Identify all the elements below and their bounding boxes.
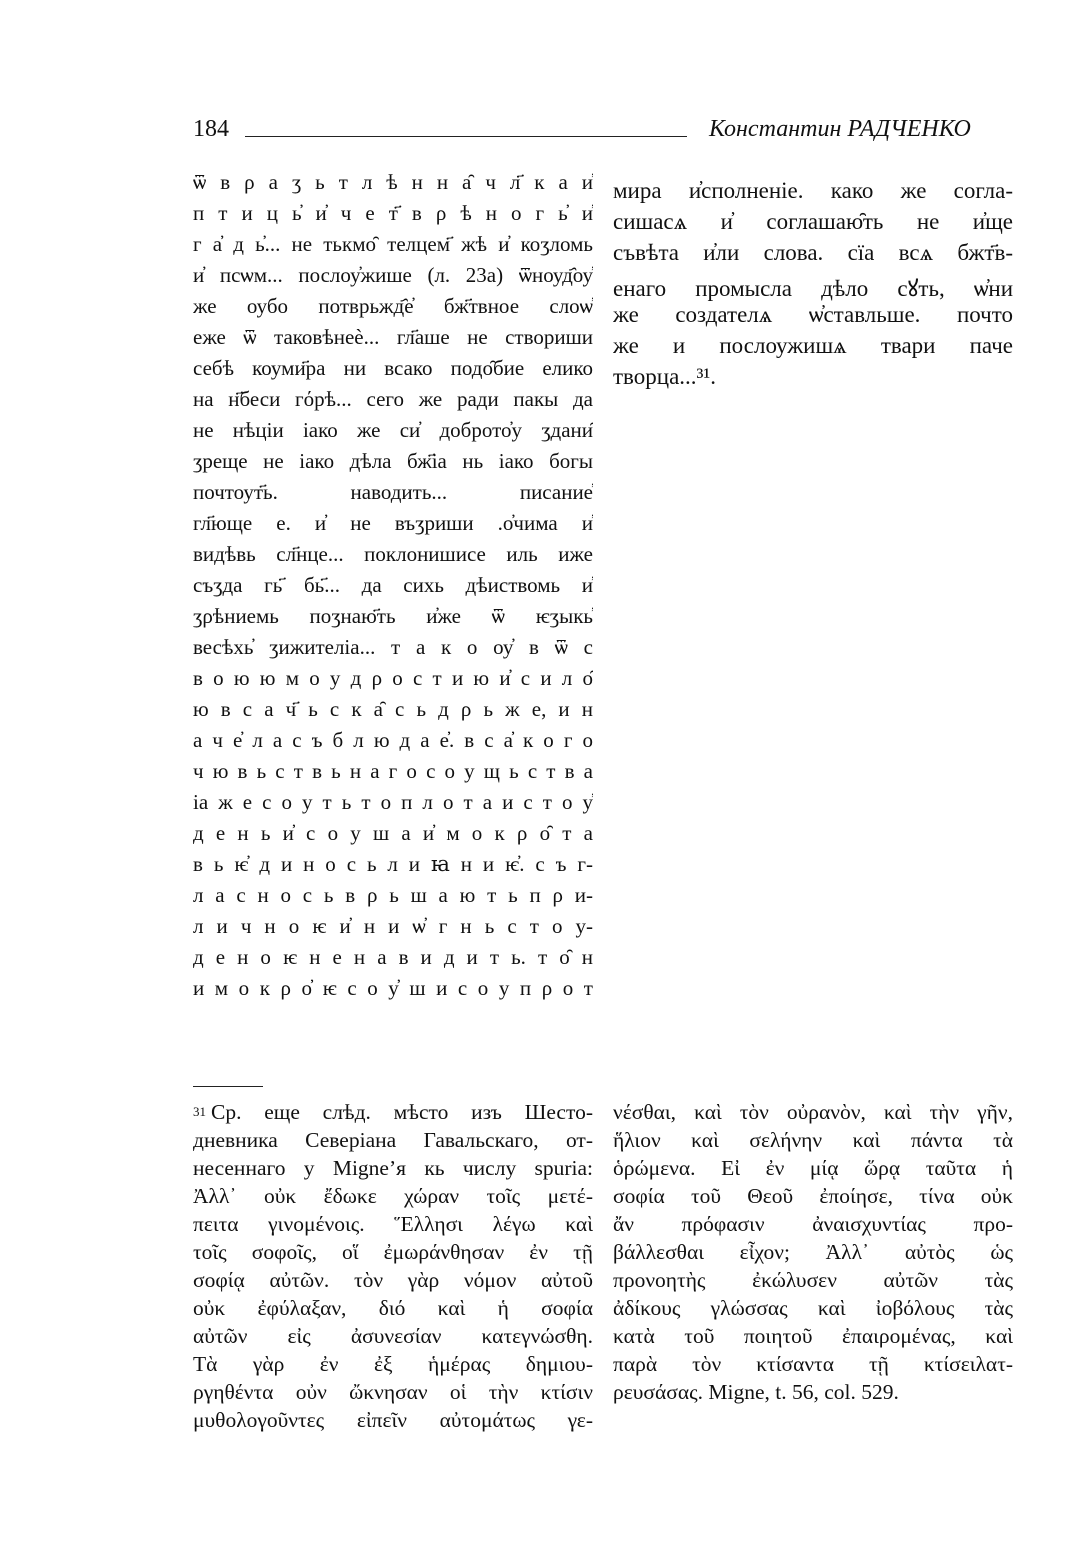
text-line: же оубо потврьжд҄е҆ бж҃твное слоѡ҆	[193, 294, 593, 318]
text-line: весѣхь҆ ʒижителіа... т а к о оу҆ в ѿ с	[193, 635, 593, 659]
text-line: и҆ псѡм... послоу҆жише (л. 23а) ѿноуд҄оу҆	[193, 263, 593, 287]
text-line: енаго промысла дѣло сꙋть, ѡ҆ни	[613, 276, 1013, 301]
text-line: же создателѧ ѡ҆ставльше. почто	[613, 302, 1013, 327]
footnote-line: πειτα γινομένοις. Ἕλλησι λέγω καὶ	[193, 1212, 593, 1236]
text-line: гл҃юще е. и҆ не въʒриши .о҆чима и҆	[193, 511, 593, 535]
footnote-line: ἀδίκους γλώσσας καὶ ἰοβόλους τὰς	[613, 1296, 1013, 1320]
text-line: ю в с а ч҃ ь с к а̑ с ь д ρ ь ж е, и н	[193, 697, 593, 721]
page-number: 184	[193, 116, 229, 142]
text-line: ʒρѣниемь поʒнаю҃ть и҆же ѿ ѥʒыкь҆	[193, 604, 593, 628]
text-line: л и ч н о ѥ и҆ н и ѡ҆ г н ь с т о у-	[193, 914, 593, 938]
footnote-line: ρευσάσας. Migne, t. 56, col. 529.	[613, 1380, 899, 1404]
footnote-line: τοῖς σοφοῖς, οἵ ἐμωράνθησαν ἐν τῇ	[193, 1240, 593, 1264]
text-line: г а҆ д ь҆... не тькмо̑ телцем҃ жѣ и҆ коʒломь	[193, 232, 593, 256]
text-line: сишасѧ и҆ соглашаю̑ть не и҆ще	[613, 209, 1013, 234]
text-line: ʒреще не іако дѣла бж҃іа нь іако богы	[193, 449, 593, 473]
text-line: іа ж е с о у т ь т о п л о т а и с т о у҆	[193, 790, 593, 814]
text-line: мира и҆сполненіе. како же согла-	[613, 178, 1013, 203]
text-line: ч ю в ь с т в ь н а г о с о у щ ь с т в а	[193, 759, 593, 783]
footnote-line: σοφίᾳ αὐτῶν. τὸν γὰρ νόμον αὐτοῦ	[193, 1268, 593, 1292]
text-line: не нѣціи іако же си҆ доброто҆у ʒдани̑	[193, 418, 593, 442]
footnote-line: σοφία τοῦ Θεοῦ ἐποίησε, τίνα οὐκ	[613, 1184, 1013, 1208]
footnote-line: Ἀλλ᾽ οὐκ ἔδωκε χώραν τοῖς μετέ-	[193, 1184, 593, 1208]
text-line: на н҃беси гόрѣ... сего же ради пакы да	[193, 387, 593, 411]
text-line: д е н о ѥ н е н а в и д и т ь. т о̑ н	[193, 945, 593, 969]
text-line: а ч е҆ л а с ъ б л ю д а е҆. в с а҆ к о г о	[193, 728, 593, 752]
footnote-line: Ср. еще слѣд. мѣсто изъ Шесто-	[211, 1100, 593, 1124]
footnote-line: προνοητὴς ἐκώλυσεν αὐτῶν τὰς	[613, 1268, 1013, 1292]
footnote-line: βάλλεσθαι εἶχον; Ἀλλ᾽ αὐτὸς ὡς	[613, 1240, 1013, 1264]
text-line: видѣвь сл҃нце... поклонишисе иль иже	[193, 542, 593, 566]
text-line: же и послоужишѧ твари паче	[613, 333, 1013, 358]
text-line: д е н ь и҆ с о у ш а и҆ м о к ρ о̑ т а	[193, 821, 593, 845]
text-line: съʒда гь҃ бь҃... да сихь дѣиствомь и҆	[193, 573, 593, 597]
footnote-line: νέσθαι, καὶ τὸν οὐρανὸν, καὶ τὴν γῆν,	[613, 1100, 1013, 1124]
running-header	[193, 116, 1013, 156]
running-author: Константин РАДЧЕНКО	[709, 116, 971, 142]
text-line: почтоут҃ь. наводить... писание҆	[193, 480, 593, 504]
footnote-rule	[193, 1086, 263, 1087]
text-line: в о ю ю м о у д ρ о с т и ю и҆ с и л о̑	[193, 666, 593, 690]
header-rule	[245, 136, 687, 137]
footnote-line: μυθολογοῦντες εἰπεῖν αὐτομάτως γε-	[193, 1408, 593, 1432]
footnote-marker: 31	[193, 1104, 206, 1119]
text-line: творца...³¹.	[613, 364, 717, 389]
footnote-line: ἄν πρόφασιν ἀναισχυντίας προ-	[613, 1212, 1013, 1236]
text-line: еже ѿ таковѣнеѐ... гл҃аше не створиши	[193, 325, 593, 349]
text-line: себѣ коуми҃ра ни всако подо̑бие елико	[193, 356, 593, 380]
footnote-line: κατὰ τοῦ ποιητοῦ ἐπαιρομένας, καὶ	[613, 1324, 1013, 1348]
footnote-line: οὐκ ἐφύλαξαν, διό καὶ ἡ σοφία	[193, 1296, 593, 1320]
footnote-line: ὁρώμενα. Εἰ ἐν μίᾳ ὥρᾳ ταῦτα ἡ	[613, 1156, 1013, 1180]
text-line: ѿ в ρ а ʒ ь т л ѣ н н а̑ ч л҃ к а и҆	[193, 170, 593, 194]
footnote-line: αὐτῶν εἰς ἀσυνεσίαν κατεγνώσθη.	[193, 1324, 593, 1348]
footnote-line: παρὰ τὸν κτίσαντα τῇ κτίσειλατ-	[613, 1352, 1013, 1376]
text-line: съвѣта и҆ли слова. сїа всѧ бжт҃в-	[613, 240, 1013, 265]
text-line: и м о к ρ о҆ ѥ с о у҆ ш и с о у п ρ о т	[193, 976, 593, 1000]
footnote-line: ργηθέντα οὐν ὤκνησαν οἱ τὴν κτίσιν	[193, 1380, 593, 1404]
footnote-line: дневника Северіана Гавальскаго, от-	[193, 1128, 593, 1152]
text-line: л а с н о с ь в ρ ь ш а ю т ь п ρ и-	[193, 883, 593, 907]
footnote-line: ἥλιον καὶ σελήνην καὶ πάντα τὰ	[613, 1128, 1013, 1152]
text-line: в ь ѥ҆ д и н о с ь л и ꙗ н и ѥ҆. с ъ г-	[193, 852, 593, 876]
text-line: п т и ц ь҆ и҆ ч е т҃ в ρ ѣ н о г ь҆ и҆	[193, 201, 593, 225]
footnote-line: Τὰ γὰρ ἐν ἐξ ἡμέρας δημιου-	[193, 1352, 593, 1376]
footnote-line: несеннаго у Migne’я кь числу spuria:	[193, 1156, 593, 1180]
